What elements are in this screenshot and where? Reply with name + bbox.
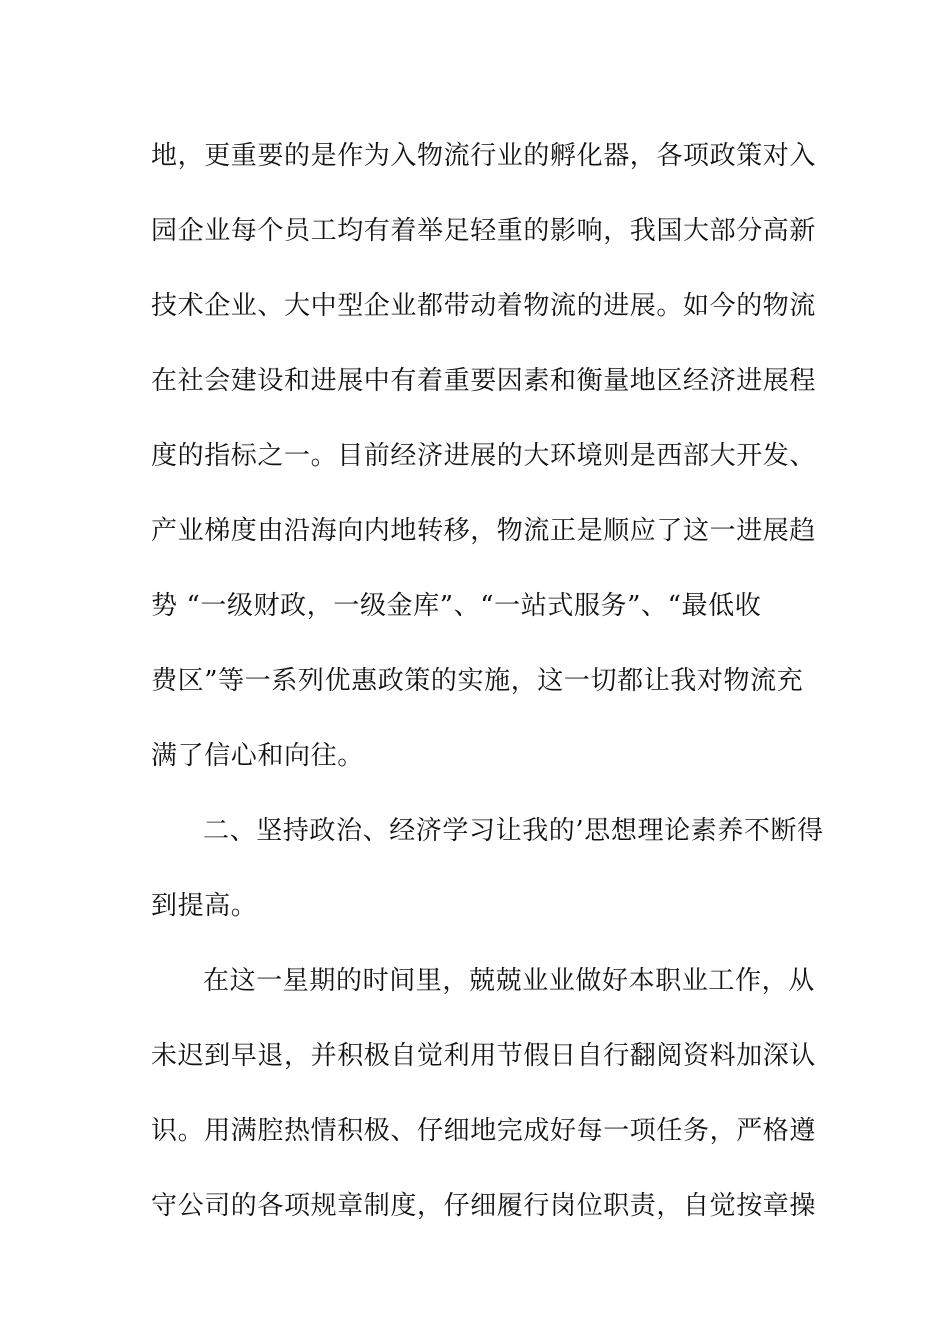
text-line-4: 在社会建设和进展中有着重要因素和衡量地区经济进展程 xyxy=(151,366,817,396)
text-line-5: 度的指标之一。目前经济进展的大环境则是西部大开发、 xyxy=(151,441,817,471)
text-line-6: 产业梯度由沿海向内地转移，物流正是顺应了这一进展趋 xyxy=(151,516,817,546)
section-heading-line-1: 二、坚持政治、经济学习让我的’思想理论素养不断得 xyxy=(203,816,824,846)
text-line-15: 守公司的各项规章制度，仔细履行岗位职责，自觉按章操 xyxy=(151,1191,817,1221)
text-line-12: 在这一星期的时间里，兢兢业业做好本职业工作，从 xyxy=(203,966,815,996)
text-line-9: 满了信心和向往。 xyxy=(151,741,364,771)
text-line-8: 费区”等一系列优惠政策的实施，这一切都让我对物流充 xyxy=(151,666,804,696)
text-line-3: 技术企业、大中型企业都带动着物流的进展。如今的物流 xyxy=(151,291,817,321)
section-heading-line-2: 到提高。 xyxy=(151,891,258,921)
text-line-2: 园企业每个员工均有着举足轻重的影响，我国大部分高新 xyxy=(151,216,817,246)
text-line-14: 识。用满腔热情积极、仔细地完成好每一项任务，严格遵 xyxy=(151,1116,817,1146)
text-line-1: 地，更重要的是作为入物流行业的孵化器，各项政策对入 xyxy=(151,141,817,171)
document-body xyxy=(151,126,824,1251)
text-line-13: 未迟到早退，并积极自觉利用节假日自行翻阅资料加深认 xyxy=(151,1041,817,1071)
text-line-7: 势 “一级财政，一级金库”、“一站式服务”、“最低收 xyxy=(151,591,762,621)
